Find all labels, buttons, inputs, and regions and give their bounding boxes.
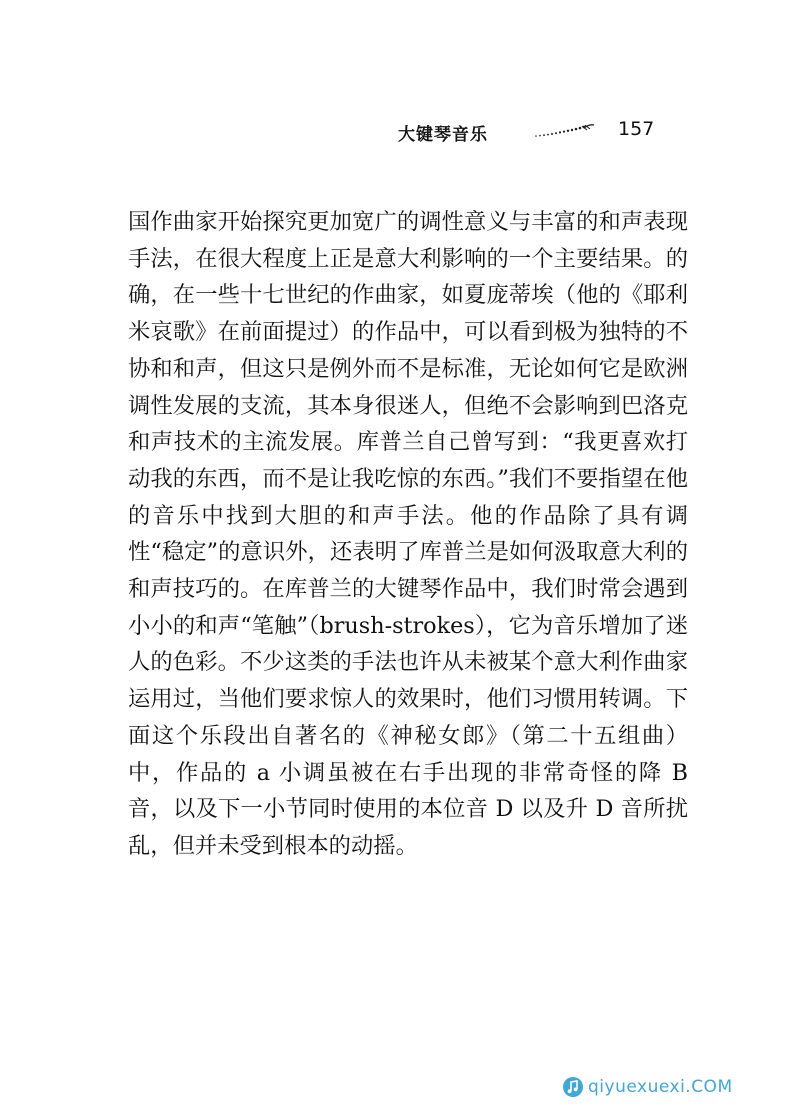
dotted-flourish-icon <box>534 122 596 138</box>
page-header <box>398 118 698 154</box>
watermark-text: qiyuexuexi.COM <box>588 1077 733 1097</box>
body-paragraph: 国作曲家开始探究更加宽广的调性意义与丰富的和声表现手法，在很大程度上正是意大利影响的一个主要结果。的确，在一些十七世纪的作曲家，如夏庞蒂埃（他的《耶利米哀歌》在前面提过）的作品中，可以看到极为独特的不协和和声，但这只是例外而不是标准，无论如何它是欧洲调性发展的支流，其本身很迷人，但绝不会影响到巴洛克和声技术的主流发展。库普兰自己曾写到：“我更喜欢打动我的东西，而不是让我吃惊的东西。”我们不要指望在他的音乐中找到大胆的和声手法。他的作品除了具有调性“稳定”的意识外，还表明了库普兰是如何汲取意大利的和声技巧的。在库普兰的大键琴作品中，我们时常会遇到小小的和声“笔触”（brush-strokes），它为音乐增加了迷人的色彩。不少这类的手法也许从未被某个意大利作曲家运用过，当他们要求惊人的效果时，他们习惯用转调。下面这个乐段出自著名的《神秘女郎》（第二十五组曲）中，作品的 a 小调虽被在右手出现的非常奇怪的降 B 音，以及下一小节同时使用的本位音 D 以及升 D 音所扰乱，但并未受到根本的动摇。 <box>128 209 688 859</box>
site-watermark <box>562 1076 772 1100</box>
music-note-logo-icon <box>562 1076 584 1098</box>
page-number: 157 <box>618 118 655 140</box>
running-title: 大键琴音乐 <box>398 125 488 145</box>
